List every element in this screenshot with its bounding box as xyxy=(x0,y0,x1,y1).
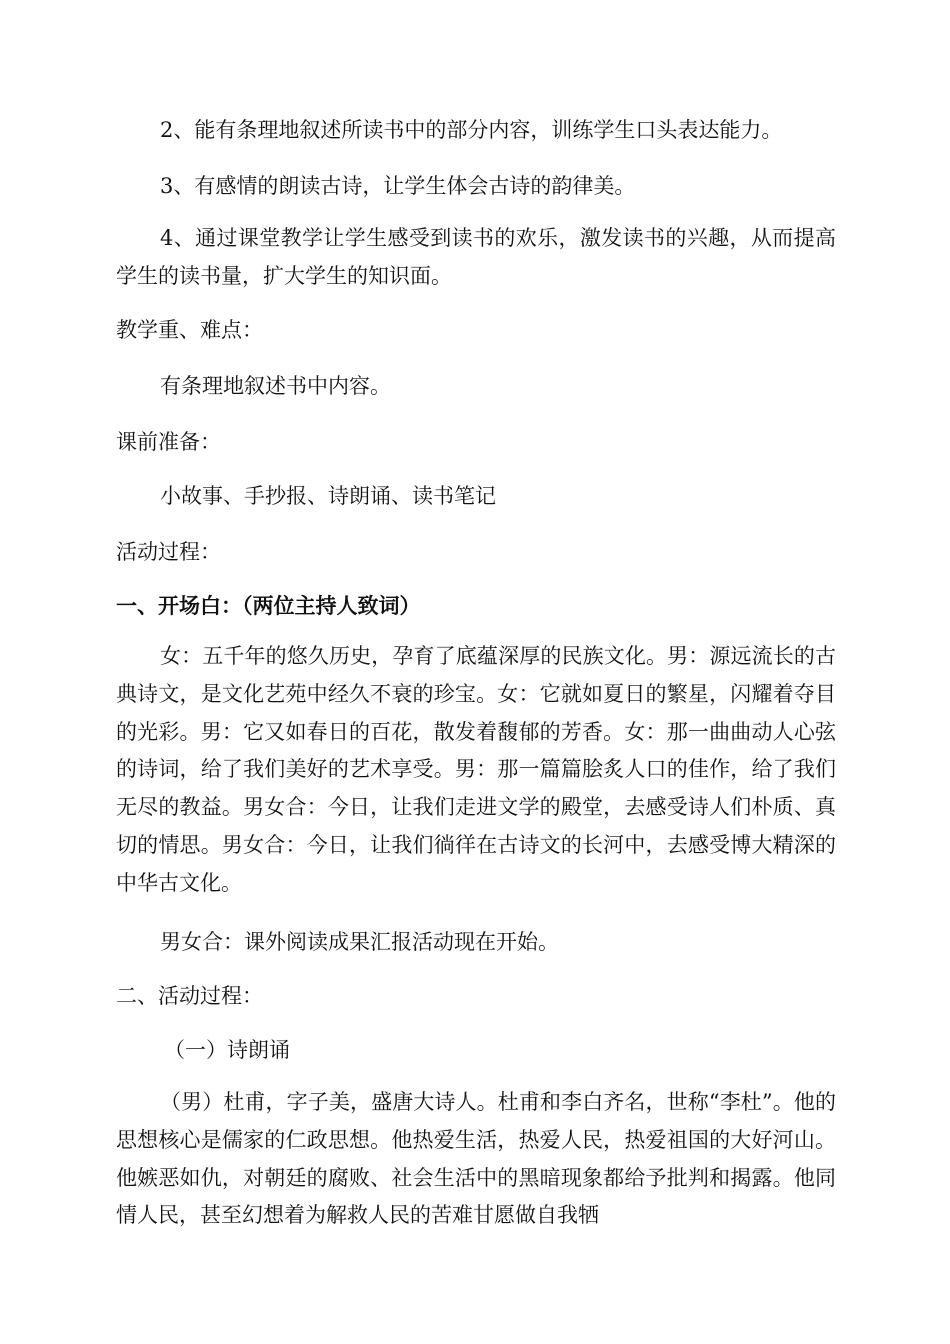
section-2-heading: 二、活动过程： xyxy=(116,984,263,1008)
preparation-content: 小故事、手抄报、诗朗诵、读书笔记 xyxy=(160,484,496,508)
objective-item-2: 2、能有条理地叙述所读书中的部分内容，训练学生口头表达能力。 xyxy=(160,118,783,142)
process-heading: 活动过程： xyxy=(116,540,221,564)
objective-item-3: 3、有感情的朗读古诗，让学生体会古诗的韵律美。 xyxy=(160,174,636,198)
objective-item-4: 4、通过课堂教学让学生感受到读书的欢乐，激发读书的兴趣，从而提高学生的读书量，扩大学生的知识面。 xyxy=(116,226,836,288)
key-points-content: 有条理地叙述书中内容。 xyxy=(160,374,391,398)
opening-dialogue: 女：五千年的悠久历史，孕育了底蕴深厚的民族文化。男：源远流长的古典诗文，是文化艺苑中经久不衰的珍宝。女：它就如夏日的繁星，闪耀着夺目的光彩。男：它又如春日的百花，散发着馥郁的芳香。女：那一曲曲动人心弦的诗词，给了我们美好的艺术享受。男：那一篇篇脍炙人口的佳作，给了我们无尽的教益。男女合：今日，让我们走进文学的殿堂，去感受诗人们朴质、真切的情思。男女合：今日，让我们徜徉在古诗文的长河中，去感受博大精深的中华古文化。 xyxy=(116,644,836,895)
opening-closing: 男女合：课外阅读成果汇报活动现在开始。 xyxy=(160,930,559,954)
du-fu-introduction: （男）杜甫，字子美，盛唐大诗人。杜甫和李白齐名，世称“李杜”。他的思想核心是儒家的仁政思想。他热爱生活，热爱人民，热爱祖国的大好河山。他嫉恶如仇，对朝廷的腐败、社会生活中的黑暗现象都给予批判和揭露。他同情人民，甚至幻想着为解救人民的苦难甘愿做自我牺 xyxy=(116,1090,836,1228)
preparation-heading: 课前准备： xyxy=(116,430,221,454)
key-points-heading: 教学重、难点： xyxy=(116,318,263,342)
section-1-heading: 一、开场白：（两位主持人致词） xyxy=(116,593,421,618)
poetry-recital-subheading: （一）诗朗诵 xyxy=(164,1038,290,1062)
